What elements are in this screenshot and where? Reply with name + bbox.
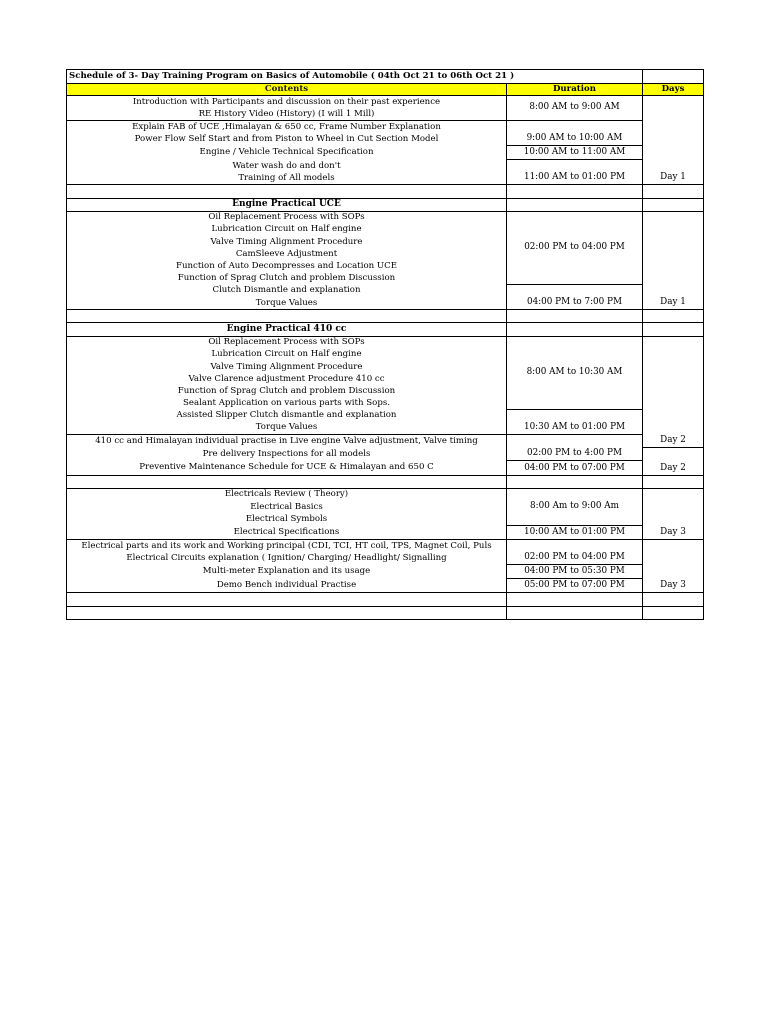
day-cell	[643, 447, 704, 461]
content-cell	[67, 606, 507, 619]
section-heading: Engine Practical 410 cc	[67, 323, 507, 336]
table-row	[67, 410, 704, 422]
content-cell: Explain FAB of UCE ,Himalayan & 650 cc, Frame Number Explanation	[67, 121, 507, 134]
content-cell: Power Flow Self Start and from Piston to Wheel in Cut Section Model	[67, 134, 507, 146]
content-cell: Function of Sprag Clutch and problem Discussion	[67, 385, 507, 397]
content-cell: Training of All models	[67, 172, 507, 185]
content-cell: Sealant Application on various parts with Sops.	[67, 398, 507, 410]
content-cell: Torque Values	[67, 422, 507, 435]
duration-cell: 05:00 PM to 07:00 PM	[507, 579, 643, 593]
content-cell: Electricals Review ( Theory)	[67, 488, 507, 501]
content-cell: Engine / Vehicle Technical Specification	[67, 146, 507, 160]
duration-cell: 10:00 AM to 11:00 AM	[507, 146, 643, 160]
content-cell: Introduction with Participants and discussion on their past experience	[67, 96, 507, 109]
duration-cell: 02:00 PM to 04:00 PM	[507, 540, 643, 565]
schedule-title: Schedule of 3- Day Training Program on Basics of Automobile ( 04th Oct 21 to 06th Oct 21 )	[67, 70, 643, 84]
content-cell: Valve Clarence adjustment Procedure 410 cc	[67, 373, 507, 385]
content-cell: Water wash do and don't	[67, 160, 507, 172]
duration-cell: 10:30 AM to 01:00 PM	[507, 410, 643, 435]
day-cell: Day 1	[643, 96, 704, 185]
table-row	[67, 525, 704, 539]
day-cell: Day 1	[643, 211, 704, 310]
table-row	[67, 564, 704, 578]
section-row	[67, 323, 704, 336]
duration-cell: 10:00 AM to 01:00 PM	[507, 525, 643, 539]
content-cell	[67, 310, 507, 323]
duration-cell: 04:00 PM to 05:30 PM	[507, 564, 643, 578]
table-row	[67, 461, 704, 475]
content-cell: Preventive Maintenance Schedule for UCE & Himalayan and 650 C	[67, 461, 507, 475]
table-row	[67, 211, 704, 224]
table-row	[67, 121, 704, 134]
content-cell: Torque Values	[67, 297, 507, 310]
table-row	[67, 160, 704, 172]
table-row	[67, 285, 704, 297]
content-cell: Electrical Basics	[67, 501, 507, 513]
duration-cell: 02:00 PM to 4:00 PM	[507, 435, 643, 461]
table-row	[67, 146, 704, 160]
header-days: Days	[643, 84, 704, 96]
table-row	[67, 593, 704, 606]
content-cell	[67, 475, 507, 488]
duration-cell: 11:00 AM to 01:00 PM	[507, 160, 643, 185]
table-row	[67, 606, 704, 619]
duration-cell: 8:00 AM to 10:30 AM	[507, 336, 643, 410]
content-cell: Multi-meter Explanation and its usage	[67, 564, 507, 578]
content-cell	[67, 185, 507, 198]
table-row	[67, 435, 704, 448]
section-row	[67, 198, 704, 211]
content-cell: Clutch Dismantle and explanation	[67, 285, 507, 297]
duration-cell: 04:00 PM to 07:00 PM	[507, 461, 643, 475]
content-cell: Assisted Slipper Clutch dismantle and explanation	[67, 410, 507, 422]
day-cell: Day 3	[643, 540, 704, 593]
content-cell: CamSleeve Adjustment	[67, 248, 507, 260]
day-cell: Day 2	[643, 461, 704, 475]
content-cell: Valve Timing Alignment Procedure	[67, 361, 507, 373]
table-row	[67, 185, 704, 198]
content-cell: Electrical Circuits explanation ( Ignition/ Charging/ Headlight/ Signalling	[67, 552, 507, 564]
title-row	[67, 70, 704, 84]
training-schedule-table	[66, 69, 704, 620]
content-cell: Demo Bench individual Practise	[67, 579, 507, 593]
content-cell: 410 cc and Himalayan individual practise in Live engine Valve adjustment, Valve timing	[67, 435, 507, 448]
table-row	[67, 310, 704, 323]
content-cell: Electrical Specifications	[67, 525, 507, 539]
duration-cell: 02:00 PM to 04:00 PM	[507, 211, 643, 285]
table-row	[67, 336, 704, 349]
content-cell: Electrical parts and its work and Working principal (CDI, TCI, HT coil, TPS, Magnet Coil, Puls	[67, 540, 507, 553]
content-cell: RE History Video (History) (I will 1 Mill)	[67, 108, 507, 121]
content-cell: Lubrication Circuit on Half engine	[67, 349, 507, 361]
content-cell: Lubrication Circuit on Half engine	[67, 224, 507, 236]
content-cell: Oil Replacement Process with SOPs	[67, 336, 507, 349]
table-row	[67, 579, 704, 593]
content-cell: Valve Timing Alignment Procedure	[67, 236, 507, 248]
duration-cell: 8:00 Am to 9:00 Am	[507, 488, 643, 525]
header-contents: Contents	[67, 84, 507, 96]
duration-cell: 8:00 AM to 9:00 AM	[507, 96, 643, 121]
duration-cell: 9:00 AM to 10:00 AM	[507, 121, 643, 146]
table-row	[67, 488, 704, 501]
content-cell: Oil Replacement Process with SOPs	[67, 211, 507, 224]
header-duration: Duration	[507, 84, 643, 96]
day-cell: Day 3	[643, 488, 704, 539]
content-cell: Pre delivery Inspections for all models	[67, 447, 507, 461]
content-cell: Function of Sprag Clutch and problem Discussion	[67, 273, 507, 285]
table-row	[67, 96, 704, 109]
day-cell: Day 2	[643, 336, 704, 447]
duration-cell: 04:00 PM to 7:00 PM	[507, 285, 643, 310]
content-cell: Electrical Symbols	[67, 513, 507, 525]
section-heading: Engine Practical UCE	[67, 198, 507, 211]
header-row	[67, 84, 704, 96]
content-cell	[67, 593, 507, 606]
table-row	[67, 475, 704, 488]
content-cell: Function of Auto Decompresses and Location UCE	[67, 260, 507, 272]
table-row	[67, 540, 704, 553]
